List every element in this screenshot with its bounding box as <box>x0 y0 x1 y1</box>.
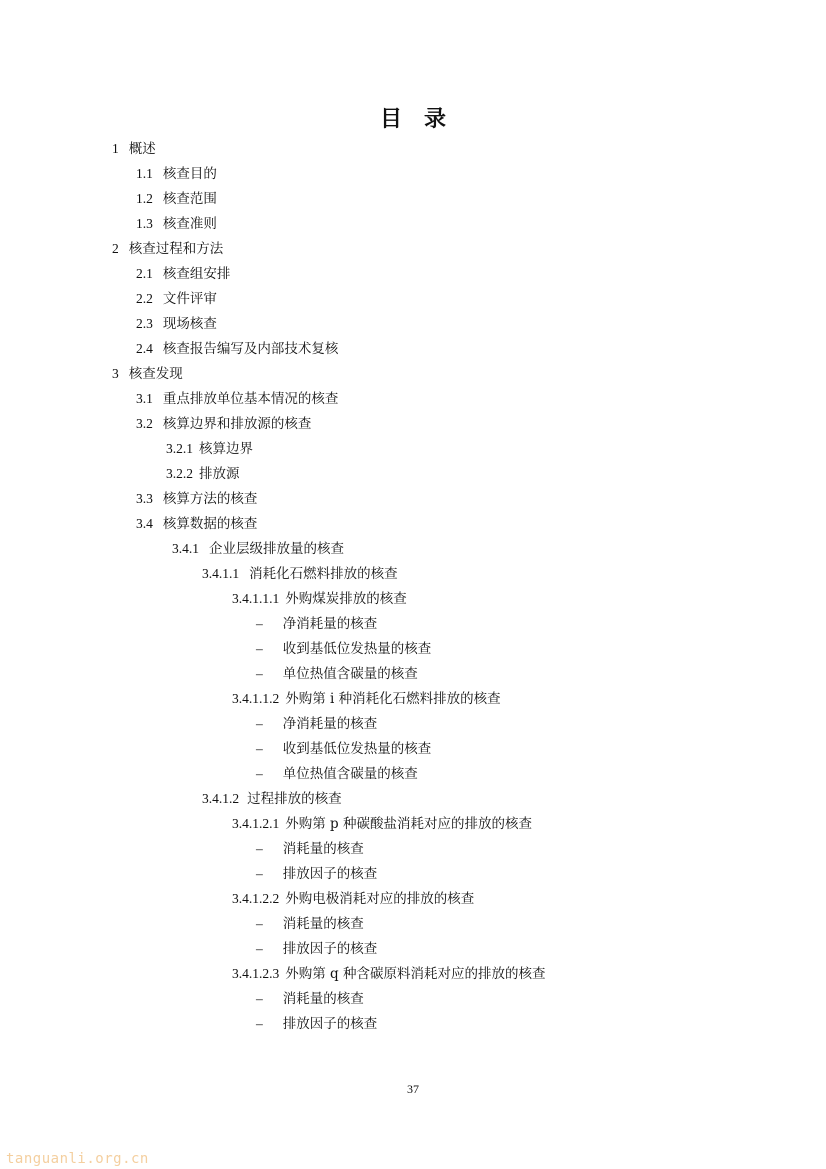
toc-entry-3-2-2[interactable] <box>166 461 240 486</box>
toc-entry-bullet[interactable] <box>256 861 377 886</box>
toc-entry-3-4[interactable] <box>136 511 257 536</box>
toc-entry-3-4-1-2-1[interactable] <box>232 811 532 836</box>
toc-entry-title: 外购第 q 种含碳原料消耗对应的排放的核查 <box>285 966 546 982</box>
toc-entry-bullet[interactable] <box>256 736 431 761</box>
toc-entry-bullet[interactable] <box>256 636 431 661</box>
toc-entry-title: 收到基低位发热量的核查 <box>282 641 432 657</box>
toc-entry-3-4-1-1[interactable] <box>202 561 398 586</box>
dash-bullet: – <box>256 741 263 756</box>
toc-entry-number: 1.1 <box>136 166 153 181</box>
toc-entry-2-2[interactable] <box>136 286 217 311</box>
toc-entry-title: 单位热值含碳量的核查 <box>282 766 418 782</box>
toc-entry-title: 单位热值含碳量的核查 <box>282 666 418 682</box>
toc-entry-title: 消耗量的核查 <box>282 991 364 1007</box>
toc-entry-2-3[interactable] <box>136 311 217 336</box>
toc-entry-title: 外购煤炭排放的核查 <box>285 591 407 607</box>
toc-entry-3-4-1-2[interactable] <box>202 786 342 811</box>
toc-entry-title: 消耗化石燃料排放的核查 <box>249 566 398 582</box>
toc-entry-title: 核查准则 <box>162 216 217 232</box>
toc-entry-bullet[interactable] <box>256 936 377 961</box>
toc-entry-3-4-1-2-2[interactable] <box>232 886 474 911</box>
toc-entry-title: 外购第 i 种消耗化石燃料排放的核查 <box>285 691 501 707</box>
toc-entry-title: 核查目的 <box>162 166 217 182</box>
toc-entry-3-2-1[interactable] <box>166 436 253 461</box>
toc-entry-title: 概述 <box>128 141 156 157</box>
dash-bullet: – <box>256 766 263 781</box>
dash-bullet: – <box>256 841 263 856</box>
toc-entry-title: 核算数据的核查 <box>162 516 258 532</box>
toc-entry-number: 3.2.1 <box>166 441 193 456</box>
toc-entry-bullet[interactable] <box>256 611 377 636</box>
dash-bullet: – <box>256 866 263 881</box>
dash-bullet: – <box>256 641 263 656</box>
toc-entry-number: 1.3 <box>136 216 153 231</box>
toc-entry-title: 排放因子的核查 <box>282 1016 378 1032</box>
toc-entry-2-4[interactable] <box>136 336 338 361</box>
toc-entry-1[interactable] <box>112 136 156 161</box>
dash-bullet: – <box>256 941 263 956</box>
toc-entry-title: 核算方法的核查 <box>162 491 258 507</box>
toc-entry-title: 核算边界和排放源的核查 <box>162 416 312 432</box>
toc-entry-title: 净消耗量的核查 <box>282 616 378 632</box>
toc-entry-title: 收到基低位发热量的核查 <box>282 741 432 757</box>
toc-entry-3-4-1-1-2[interactable] <box>232 686 501 711</box>
toc-entry-title: 消耗量的核查 <box>282 916 364 932</box>
dash-bullet: – <box>256 1016 263 1031</box>
toc-entry-1-1[interactable] <box>136 161 217 186</box>
toc-entry-number: 3.2.2 <box>166 466 193 481</box>
toc-entry-title: 排放因子的核查 <box>282 866 378 882</box>
toc-entry-number: 3.4.1 <box>172 541 199 556</box>
toc-entry-title: 现场核查 <box>162 316 217 332</box>
toc-entry-3-4-1-1-1[interactable] <box>232 586 407 611</box>
toc-entry-2[interactable] <box>112 236 223 261</box>
toc-entry-title: 核算边界 <box>199 441 253 457</box>
toc-entry-bullet[interactable] <box>256 911 364 936</box>
toc-entry-title: 排放源 <box>199 466 240 482</box>
toc-entry-number: 2.1 <box>136 266 153 281</box>
toc-entry-bullet[interactable] <box>256 761 418 786</box>
toc-entry-title: 核查组安排 <box>162 266 231 282</box>
toc-entry-title: 过程排放的核查 <box>247 791 342 807</box>
toc-entry-title: 外购第 p 种碳酸盐消耗对应的排放的核查 <box>285 816 532 832</box>
toc-entry-number: 2 <box>112 241 119 256</box>
toc-entry-number: 3.2 <box>136 416 153 431</box>
dash-bullet: – <box>256 616 263 631</box>
toc-entry-3[interactable] <box>112 361 183 386</box>
toc-entry-number: 3.4 <box>136 516 153 531</box>
page-number: 37 <box>407 1082 419 1096</box>
toc-entry-number: 3.4.1.1.1 <box>232 591 280 606</box>
toc-entry-title: 企业层级排放量的核查 <box>209 541 344 557</box>
page-title: 目 录 <box>379 107 446 132</box>
toc-entry-title: 核查报告编写及内部技术复核 <box>162 341 339 357</box>
toc-entry-bullet[interactable] <box>256 661 418 686</box>
toc-entry-number: 3.4.1.2.1 <box>232 816 280 831</box>
watermark: tanguanli.org.cn <box>6 1151 149 1167</box>
dash-bullet: – <box>256 716 263 731</box>
toc-entry-title: 重点排放单位基本情况的核查 <box>162 391 339 407</box>
toc-entry-1-3[interactable] <box>136 211 217 236</box>
toc-entry-3-4-1[interactable] <box>172 536 344 561</box>
toc-entry-number: 1 <box>112 141 119 156</box>
dash-bullet: – <box>256 991 263 1006</box>
toc-entry-title: 外购电极消耗对应的排放的核查 <box>285 891 475 907</box>
toc-entry-3-2[interactable] <box>136 411 311 436</box>
toc-entry-title: 核查范围 <box>162 191 217 207</box>
toc-entry-number: 2.3 <box>136 316 153 331</box>
toc-entry-3-4-1-2-3[interactable] <box>232 961 545 986</box>
toc-entry-number: 3.4.1.2.3 <box>232 966 280 981</box>
dash-bullet: – <box>256 666 263 681</box>
toc-entry-3-1[interactable] <box>136 386 338 411</box>
toc-entry-number: 3.3 <box>136 491 153 506</box>
toc-entry-number: 3.4.1.1.2 <box>232 691 280 706</box>
toc-entry-bullet[interactable] <box>256 986 364 1011</box>
toc-entry-title: 核查发现 <box>128 366 183 382</box>
toc-entry-3-3[interactable] <box>136 486 257 511</box>
toc-entry-title: 排放因子的核查 <box>282 941 378 957</box>
toc-entry-1-2[interactable] <box>136 186 217 211</box>
toc-entry-number: 2.4 <box>136 341 153 356</box>
toc-entry-number: 3.4.1.1 <box>202 566 240 581</box>
toc-entry-title: 文件评审 <box>162 291 217 307</box>
toc-entry-number: 3.1 <box>136 391 153 406</box>
toc-entry-number: 3.4.1.2 <box>202 791 240 806</box>
toc-entry-title: 净消耗量的核查 <box>282 716 378 732</box>
toc-entry-number: 1.2 <box>136 191 153 206</box>
toc-entry-bullet[interactable] <box>256 836 364 861</box>
toc-entry-bullet[interactable] <box>256 711 377 736</box>
toc-entry-2-1[interactable] <box>136 261 230 286</box>
toc-entry-bullet[interactable] <box>256 1011 377 1036</box>
toc-entry-title: 核查过程和方法 <box>128 241 224 257</box>
toc-entry-number: 3.4.1.2.2 <box>232 891 280 906</box>
toc-entry-title: 消耗量的核查 <box>282 841 364 857</box>
dash-bullet: – <box>256 916 263 931</box>
toc-entry-number: 3 <box>112 366 119 381</box>
toc-entry-number: 2.2 <box>136 291 153 306</box>
